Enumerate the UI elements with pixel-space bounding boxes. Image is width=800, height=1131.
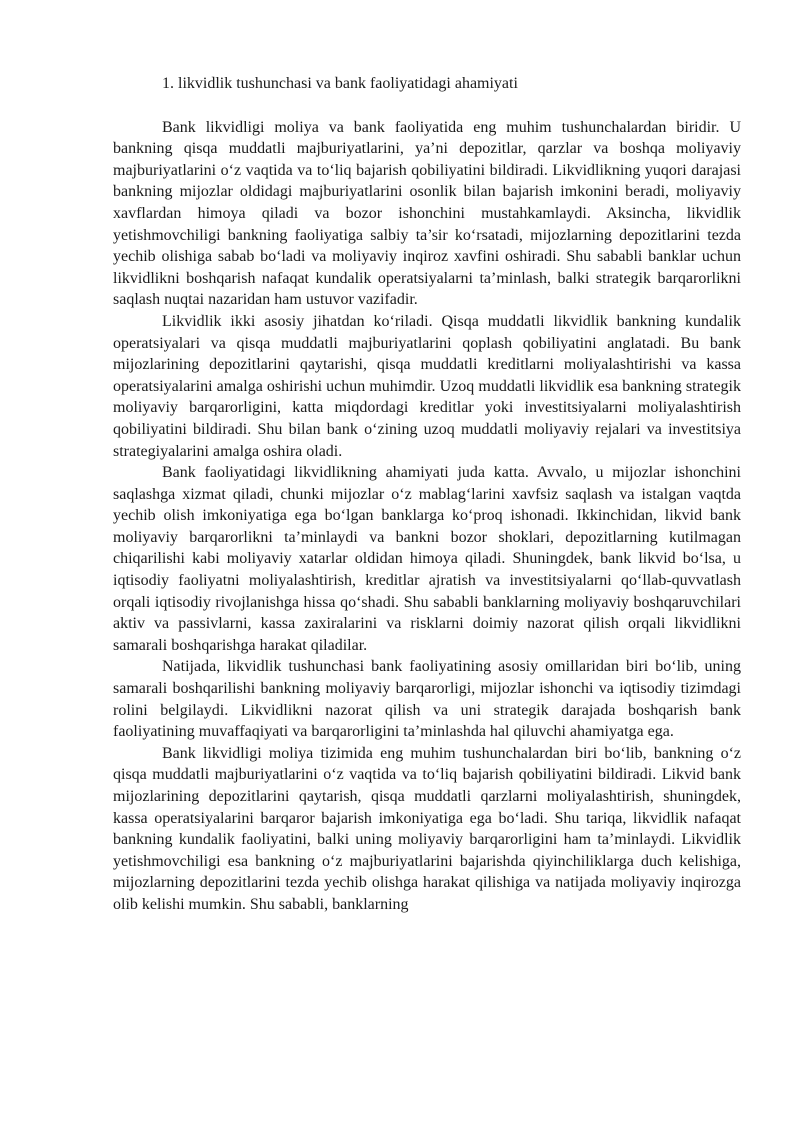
section-heading: 1. likvidlik tushunchasi va bank faoliyatidagi ahamiyati <box>162 75 518 92</box>
document-page <box>113 73 741 916</box>
paragraph-2: Likvidlik ikki asosiy jihatdan ko‘riladi. Qisqa muddatli likvidlik bankning kundalik operatsiyalari va qisqa muddatli majburiyatlarini qoplash qobiliyatini anglatadi. Bu bank mijozlarining depozitlarini qaytarishi, qisqa muddatli kreditlarni moliyalashtirishi va kassa operatsiyalarini amalga oshirishi uchun muhimdir. Uzoq muddatli likvidlik esa bankning strategik moliyaviy barqarorligini, katta miqdordagi kreditlar yoki investitsiyalarni moliyalashtirish qobiliyatini bildiradi. Shu bilan bank o‘zining uzoq muddatli moliyaviy rejalari va investitsiya strategiyalarini amalga oshira oladi. <box>113 312 741 460</box>
paragraph-5: Bank likvidligi moliya tizimida eng muhim tushunchalardan biri bo‘lib, bankning o‘z qisqa muddatli majburiyatlarini o‘z vaqtida va to‘liq bajarish qobiliyatini bildiradi. Likvid bank mijozlarining depozitlarini qaytarish, qisqa muddatli qarzlarni moliyalashtirish, shuningdek, kassa operatsiyalarini barqaror bajarish imkoniyatiga ega bo‘ladi. Shu tariqa, likvidlik nafaqat bankning kundalik faoliyatini, balki uning moliyaviy barqarorligini ham ta’minlaydi. Likvidlik yetishmovchiligi esa bankning o‘z majburiyatlarini bajarishda qiyinchiliklarga duch kelishiga, mijozlarning depozitlarini tezda yechib olishga harakat qilishiga va natijada moliyaviy inqirozga olib kelishi mumkin. Shu sababli, banklarning <box>113 744 741 913</box>
paragraph-3: Bank faoliyatidagi likvidlikning ahamiyati juda katta. Avvalo, u mijozlar ishonchini saqlashga xizmat qiladi, chunki mijozlar o‘z mablag‘larini xavfsiz saqlash va istalgan vaqtda yechib olish imkoniyatiga ega bo‘lgan banklarga ko‘proq ishonadi. Ikkinchidan, likvid bank moliyaviy barqarorlikni ta’minlaydi va bankni bozor shoklari, depozitlarning kutilmagan chiqarilishi kabi moliyaviy xatarlar oldidan himoya qiladi. Shuningdek, bank likvid bo‘lsa, u iqtisodiy faoliyatni moliyalashtirish, kreditlar ajratish va investitsiyalarni qo‘llab-quvvatlash orqali iqtisodiy rivojlanishga hissa qo‘shadi. Shu sababli banklarning moliyaviy boshqaruvchilari aktiv va passivlarni, kassa zaxiralarini va risklarni doimiy nazorat qilish orqali likvidlikni samarali boshqarishga harakat qiladilar. <box>113 464 741 654</box>
paragraph-1: Bank likvidligi moliya va bank faoliyatida eng muhim tushunchalardan biridir. U bankning qisqa muddatli majburiyatlarini, ya’ni depozitlar, qarzlar va boshqa moliyaviy majburiyatlarini o‘z vaqtida va to‘liq bajarish qobiliyatini bildiradi. Likvidlikning yuqori darajasi bankning mijozlar oldidagi majburiyatlarini osonlik bilan bajarish imkonini beradi, moliyaviy xavflardan himoya qiladi va bozor ishonchini mustahkamlaydi. Aksincha, likvidlik yetishmovchiligi bankning faoliyatiga salbiy ta’sir ko‘rsatadi, mijozlarning depozitlarini tezda yechib olishiga sabab bo‘ladi va moliyaviy inqiroz xavfini oshiradi. Shu sababli banklar uchun likvidlikni boshqarish nafaqat kundalik operatsiyalarni ta’minlash, balki strategik barqarorlikni saqlash nuqtai nazaridan ham ustuvor vazifadir. <box>113 118 741 309</box>
paragraph-4: Natijada, likvidlik tushunchasi bank faoliyatining asosiy omillaridan biri bo‘lib, uning samarali boshqarilishi bankning moliyaviy barqarorligi, mijozlar ishonchi va iqtisodiy tizimdagi rolini belgilaydi. Likvidlikni nazorat qilish va uni strategik darajada boshqarish bank faoliyatining muvaffaqiyati va barqarorligini ta’minlashda hal qiluvchi ahamiyatga ega. <box>113 658 741 741</box>
